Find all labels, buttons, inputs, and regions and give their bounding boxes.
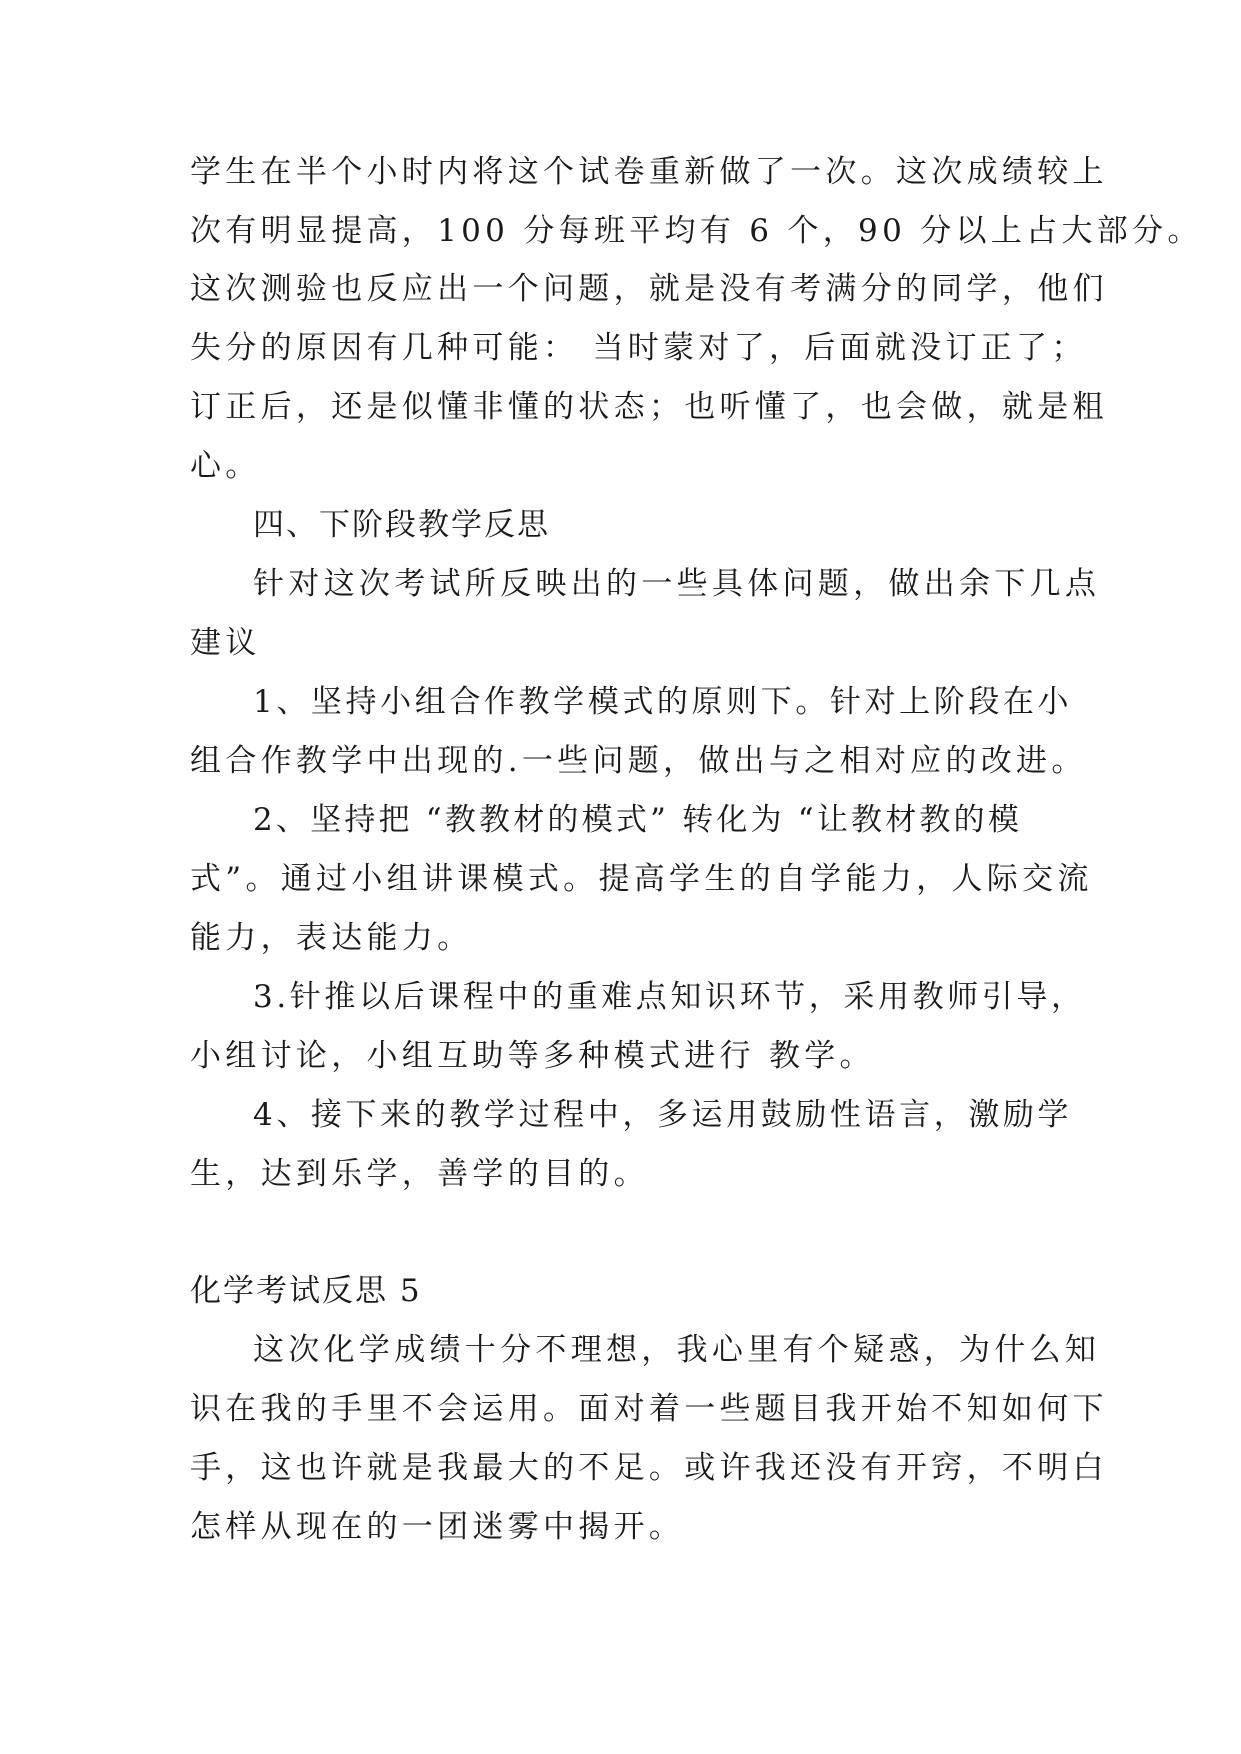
paragraph-line: 针对这次考试所反映出的一些具体问题，做出余下几点	[253, 566, 1101, 602]
paragraph-line: 建议	[190, 625, 261, 661]
paragraph-line: 这次测验也反应出一个问题，就是没有考满分的同学，他们	[190, 271, 1108, 307]
section-heading: 化学考试反思 5	[190, 1273, 422, 1309]
paragraph-line: 怎样从现在的一团迷雾中揭开。	[190, 1509, 685, 1545]
paragraph-line: 手，这也许就是我最大的不足。或许我还没有开窍，不明白	[190, 1450, 1108, 1486]
paragraph-line: 识在我的手里不会运用。面对着一些题目我开始不知如何下	[190, 1391, 1108, 1427]
list-item-line: 3.针推以后课程中的重难点知识环节，采用教师引导，	[253, 979, 1086, 1015]
list-item-line: 组合作教学中出现的.一些问题，做出与之相对应的改进。	[190, 743, 1087, 779]
paragraph-line: 心。	[190, 448, 261, 484]
paragraph-line: 失分的原因有几种可能： 当时蒙对了，后面就没订正了；	[190, 330, 1087, 366]
list-item-line: 小组讨论，小组互助等多种模式进行 教学。	[190, 1038, 875, 1074]
list-item-line: 1、坚持小组合作教学模式的原则下。针对上阶段在小	[253, 684, 1073, 720]
list-item-line: 2、坚持把 “教教材的模式” 转化为 “让教材教的模	[253, 802, 1023, 838]
list-item-line: 式”。通过小组讲课模式。提高学生的自学能力，人际交流	[190, 861, 1093, 897]
section-title: 四、下阶段教学反思	[253, 507, 550, 543]
paragraph-line: 这次化学成绩十分不理想，我心里有个疑惑，为什么知	[253, 1332, 1101, 1368]
paragraph-line: 学生在半个小时内将这个试卷重新做了一次。这次成绩较上	[190, 154, 1108, 190]
paragraph-line: 订正后，还是似懂非懂的状态；也听懂了，也会做，就是粗	[190, 389, 1108, 425]
list-item-line: 生，达到乐学，善学的目的。	[190, 1156, 649, 1192]
list-item-line: 能力，表达能力。	[190, 920, 473, 956]
paragraph-line: 次有明显提高，100 分每班平均有 6 个，90 分以上占大部分。	[190, 213, 1203, 249]
list-item-line: 4、接下来的教学过程中，多运用鼓励性语言，激励学	[253, 1097, 1073, 1133]
